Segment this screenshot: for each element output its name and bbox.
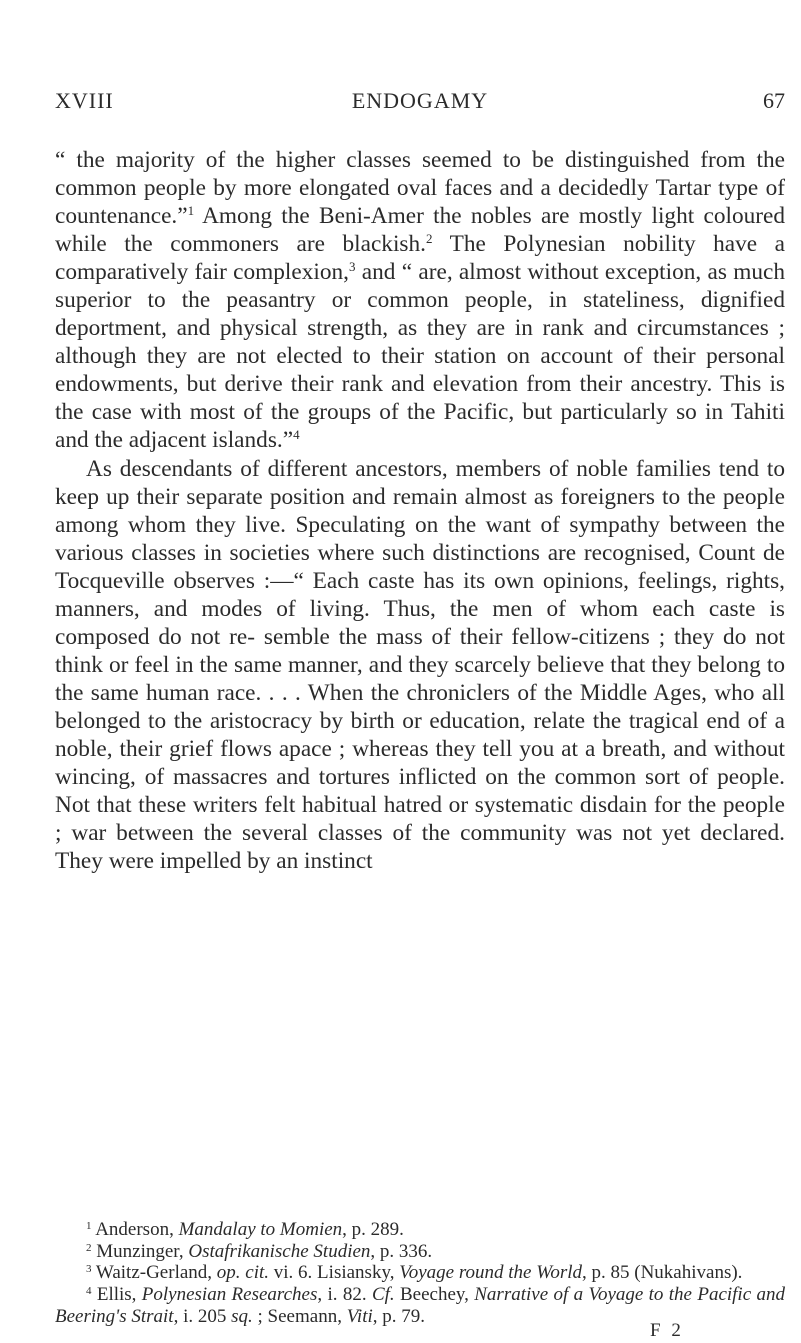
- footnote-ref: 4: [293, 427, 300, 443]
- footnote-ref: 3: [349, 259, 356, 275]
- footnote-3: $^3$ Waitz-Gerland, op. cit. vi. 6. Lisiansky, Voyage round the World, p. 85 (Nukahivans).: [86, 1262, 743, 1284]
- signature-mark: F 2: [650, 1320, 684, 1341]
- running-title: ENDOGAMY: [351, 88, 489, 113]
- page-number: 67: [763, 88, 785, 113]
- running-header: [55, 88, 785, 118]
- footnote-1: $^1$ Anderson, Mandalay to Momien, p. 289.: [86, 1219, 404, 1240]
- footnote-4: $^4$ Ellis, Polynesian Researches, i. 82. Cf. Beechey, Narrative of a Voyage to the Pacific and Beering's Strait, i. 205 sq. ; Seemann, Viti, p. 79.: [55, 1284, 785, 1327]
- footnote-ref: 2: [425, 231, 433, 247]
- footnote-2: $^2$ Munzinger, Ostafrikanische Studien, p. 336.: [86, 1240, 433, 1262]
- paragraph-2: As descendants of different ancestors, members of noble families tend to keep up their separate position and remain almost as foreigners to the people among whom they live. Speculating on the want of sympathy between the various classes in societies where such distinctions are recognised, Count de Tocqueville observes :—“ Each caste has its own opinions, feelings, rights, manners, and modes of living. Thus, the men of whom each caste is composed do not re- semble the mass of their fellow-citizens ; they do not think or feel in the same manner, and they scarcely believe that they belong to the same human race. . . . When the chroniclers of the Middle Ages, who all belonged to the aristocracy by birth or education, relate the tragical end of a noble, their grief flows apace ; whereas they tell you at a breath, and without wincing, of massacres and tortures inflicted on the common sort of people. Not that these writers felt habitual hatred or systematic disdain for the people ; war between the several classes of the community was not yet declared. They were impelled by an instinct: [55, 455, 785, 875]
- footnote-ref: 1: [187, 203, 195, 219]
- chapter-number: XVIII: [55, 88, 114, 113]
- paragraph-1: “ the majority of the higher classes seemed to be distinguished from the common people by more elongated oval faces and a decidedly Tartar type of countenance.”$^1$ Among the Beni-Amer the nobles are mostly light coloured while the commoners are blackish.$^2$ The Polynesian nobility have a comparatively fair complexion,$^3$ and “ are, almost without exception, as much superior to the peasantry or common people, in stateliness, dignified deportment, and physical strength, as they are in rank and circumstances ; although they are not elected to their station on account of their personal endowments, but derive their rank and elevation from their ancestry. This is the case with most of the groups of the Pacific, but particularly so in Tahiti and the adjacent islands.”$^4$: [55, 147, 786, 454]
- footnotes: [55, 1219, 785, 1328]
- main-text: [55, 146, 785, 875]
